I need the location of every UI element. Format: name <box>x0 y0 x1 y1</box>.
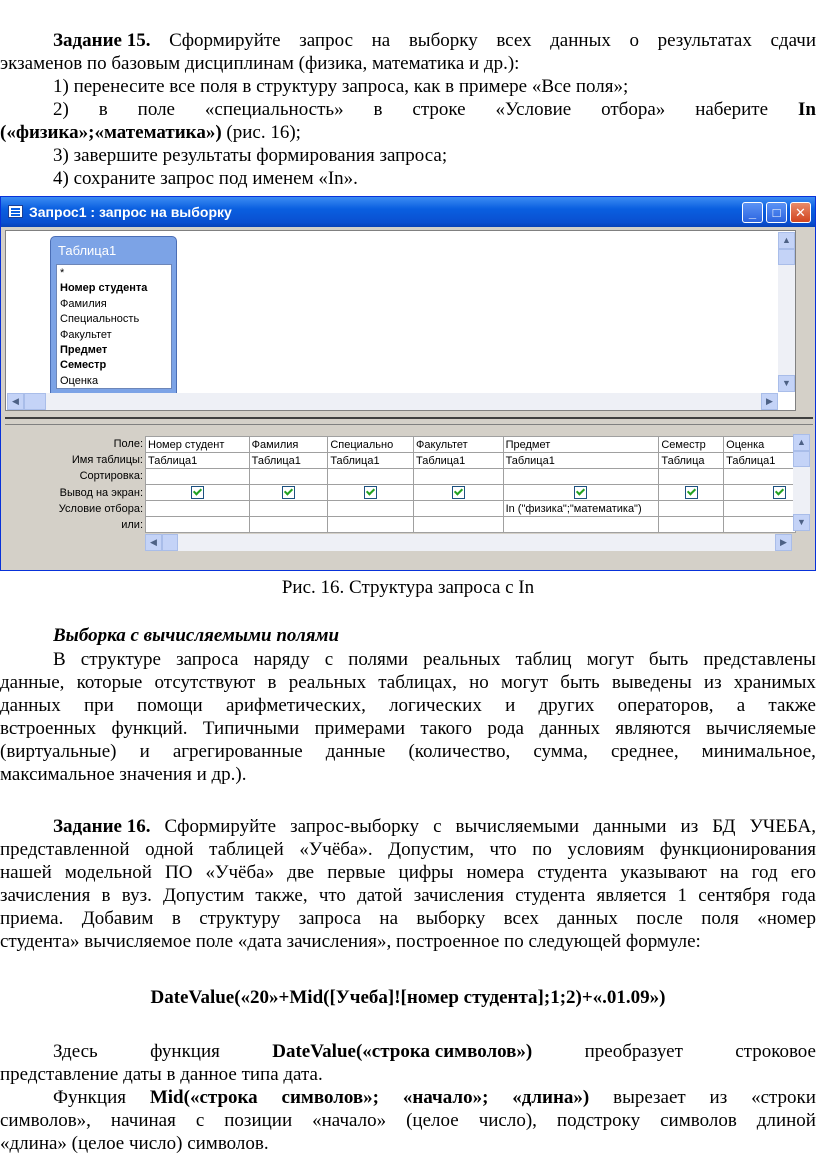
word: быть <box>560 672 600 693</box>
table-row <box>146 501 796 517</box>
grid-row-labels <box>5 436 143 533</box>
word: 1 <box>677 885 688 906</box>
word: строке <box>412 99 466 120</box>
scroll-left-icon[interactable]: ◀ <box>7 393 24 410</box>
word: результатах <box>657 30 752 51</box>
word: данных <box>539 718 601 739</box>
word: наберите <box>695 99 769 120</box>
row-label: Имя таблицы: <box>71 454 143 467</box>
task16-label: Задание 16. <box>53 816 151 837</box>
word: такого <box>420 718 472 739</box>
word: с <box>324 649 334 670</box>
word: сентября <box>698 885 771 906</box>
word: структуру <box>199 908 281 929</box>
criteria-cell[interactable] <box>146 501 250 517</box>
word: «номер <box>757 908 816 929</box>
scroll-left-icon[interactable]: ◀ <box>145 534 162 551</box>
word: также, <box>255 885 308 906</box>
scroll-down-icon[interactable]: ▼ <box>778 375 795 392</box>
word: реальных <box>423 649 501 670</box>
word: с <box>195 1110 205 1131</box>
word: позиции <box>224 1110 293 1131</box>
field-cell[interactable]: Номер студент <box>146 437 250 453</box>
query-window <box>0 196 816 571</box>
or-cell[interactable] <box>249 517 328 533</box>
task15-line2: экзаменов по базовым дисциплинам (физика, математика и др.): <box>0 53 520 74</box>
window-title: Запрос1 : запрос на выборку <box>29 204 232 220</box>
row-label: или: <box>121 518 143 531</box>
word: функций. <box>111 718 188 739</box>
field-item[interactable]: Оценка <box>60 374 99 387</box>
table-cell[interactable]: Таблица1 <box>146 453 250 469</box>
para1-line <box>0 717 816 740</box>
word: и <box>505 695 516 716</box>
word: а <box>736 695 746 716</box>
scroll-thumb[interactable] <box>778 249 795 265</box>
show-checkbox[interactable] <box>452 486 465 499</box>
upper-vertical-scrollbar[interactable] <box>778 232 795 392</box>
word: ПО <box>165 862 193 883</box>
para1-line <box>53 648 816 671</box>
word: минимальное, <box>701 741 816 762</box>
show-checkbox[interactable] <box>574 486 587 499</box>
word: Здесь <box>53 1041 98 1062</box>
function-name: Mid(«строка <box>149 1087 258 1108</box>
desc-line2: представление даты в данное типа дата. <box>0 1064 323 1085</box>
function-name: «начало»; <box>402 1087 489 1108</box>
word: структуре <box>80 649 161 670</box>
para1-line <box>0 694 816 717</box>
desc-line4 <box>0 1109 816 1132</box>
word: сдачи <box>770 30 816 51</box>
word: номера <box>466 862 525 883</box>
word: строковое <box>735 1041 816 1062</box>
word: о <box>629 30 639 51</box>
word: года <box>781 885 816 906</box>
field-item[interactable]: Предмет <box>60 344 108 357</box>
word: год <box>751 862 778 883</box>
word: модельной <box>64 862 152 883</box>
scroll-right-icon[interactable]: ▶ <box>761 393 778 410</box>
word: данных <box>0 695 61 716</box>
table-cell[interactable]: Таблица1 <box>328 453 414 469</box>
bold-word: In <box>797 99 816 120</box>
word: выборку <box>408 30 478 51</box>
word: могут <box>586 649 634 670</box>
pane-splitter[interactable] <box>5 417 813 425</box>
table-row <box>146 469 796 485</box>
or-cell[interactable] <box>328 517 414 533</box>
maximize-icon: □ <box>772 205 781 220</box>
word: таблицах, <box>378 672 457 693</box>
word: функция <box>150 1041 220 1062</box>
task16-last: студента» вычисляемое поле «дата зачисления», построенное по следующей формуле: <box>0 931 701 952</box>
show-checkbox[interactable] <box>282 486 295 499</box>
scroll-thumb[interactable] <box>793 451 810 467</box>
scroll-thumb[interactable] <box>24 393 46 410</box>
word: данными <box>593 816 667 837</box>
word: символов <box>660 1110 737 1131</box>
field-item[interactable]: * <box>60 267 65 279</box>
word: запроса <box>176 649 239 670</box>
sort-cell[interactable] <box>503 469 659 485</box>
word: реальных <box>288 672 367 693</box>
show-cell <box>249 485 328 501</box>
table-row <box>146 485 796 501</box>
table-row <box>146 437 796 453</box>
word: агрегированные <box>172 741 303 762</box>
word: Допустим <box>163 885 245 906</box>
word: наряду <box>253 649 310 670</box>
field-cell[interactable]: Специально <box>328 437 414 453</box>
word: в <box>267 672 277 693</box>
word: датой <box>357 885 403 906</box>
word: зачисления <box>413 885 505 906</box>
word: является <box>596 885 667 906</box>
word: зачисления <box>0 885 91 906</box>
design-grid <box>5 426 806 547</box>
criteria-cell[interactable] <box>659 501 724 517</box>
word: отсутствуют <box>154 672 256 693</box>
or-cell[interactable] <box>724 517 796 533</box>
upper-horizontal-scrollbar[interactable] <box>7 393 778 410</box>
word: из <box>680 816 699 837</box>
word: (виртуальные) <box>0 741 117 762</box>
word: отбора» <box>601 99 666 120</box>
row-label: Вывод на экран: <box>59 486 143 499</box>
word: Типичными <box>202 718 300 739</box>
section-title: Выборка с вычисляемыми полями <box>53 625 340 646</box>
word: данных <box>557 908 618 929</box>
word: на <box>720 862 739 883</box>
word: вычисляемыми <box>455 816 580 837</box>
word: Сформируйте <box>169 30 281 51</box>
sort-cell[interactable] <box>328 469 414 485</box>
scroll-thumb[interactable] <box>162 534 178 551</box>
word: и <box>139 741 150 762</box>
word: одной <box>145 839 194 860</box>
word: арифметических, <box>225 695 366 716</box>
desc-line3 <box>53 1086 816 1109</box>
field-cell[interactable]: Факультет <box>414 437 504 453</box>
para1-line <box>0 671 816 694</box>
word: из <box>703 672 722 693</box>
word: на <box>379 908 399 929</box>
table-row <box>146 453 796 469</box>
word: данные <box>325 741 386 762</box>
word: 2) <box>53 99 69 120</box>
word: «Учёба». <box>299 839 373 860</box>
word: Сформируйте <box>164 816 277 837</box>
table-cell[interactable]: Таблица1 <box>249 453 328 469</box>
or-cell[interactable] <box>414 517 504 533</box>
word: «Условие <box>495 99 572 120</box>
word: В <box>53 649 66 670</box>
or-cell[interactable] <box>503 517 659 533</box>
task16-line <box>0 907 816 930</box>
show-checkbox[interactable] <box>364 486 377 499</box>
word: при <box>83 695 114 716</box>
word: хранимых <box>733 672 816 693</box>
table-row <box>146 517 796 533</box>
word: встроенных <box>0 718 97 739</box>
word: запрос <box>299 30 353 51</box>
close-button[interactable] <box>790 202 811 223</box>
word: что <box>489 839 517 860</box>
word: Допустим, <box>388 839 474 860</box>
word: представленной <box>0 839 130 860</box>
table-name: Таблица1 <box>58 243 117 258</box>
word: студента <box>515 885 586 906</box>
field-item[interactable]: Семестр <box>60 359 107 372</box>
word: операторов, <box>617 695 714 716</box>
task16-line <box>0 884 816 907</box>
criteria-cell[interactable] <box>249 501 328 517</box>
word: условиям <box>567 839 645 860</box>
word: символов», <box>0 1110 91 1131</box>
show-checkbox[interactable] <box>685 486 698 499</box>
word: в <box>98 99 108 120</box>
word: других <box>538 695 595 716</box>
word: (целое <box>406 1110 459 1131</box>
word: указывают <box>620 862 707 883</box>
word: студента <box>537 862 608 883</box>
word: после <box>636 908 683 929</box>
word: поле <box>137 99 175 120</box>
word: могут <box>500 672 549 693</box>
word: таблицей <box>209 839 284 860</box>
task16-line <box>0 838 816 861</box>
word: (количество, <box>408 741 511 762</box>
word: данных <box>550 30 611 51</box>
word: сумма, <box>533 741 588 762</box>
word: вычисляемые <box>706 718 816 739</box>
word: приема. <box>0 908 64 929</box>
criteria-cell[interactable] <box>724 501 796 517</box>
word: начиная <box>110 1110 176 1131</box>
scroll-right-icon[interactable]: ▶ <box>775 534 792 551</box>
word: число), <box>478 1110 537 1131</box>
query-icon <box>8 205 23 218</box>
table-field-list[interactable] <box>50 236 177 394</box>
word: на <box>371 30 391 51</box>
word: логических <box>389 695 482 716</box>
word: «начало» <box>312 1110 387 1131</box>
word: БД <box>712 816 736 837</box>
figure-caption: Рис. 16. Структура запроса с In <box>281 577 535 598</box>
word: но <box>469 672 489 693</box>
word: нашей <box>0 862 52 883</box>
minimize-icon: _ <box>748 205 757 220</box>
word: полями <box>348 649 409 670</box>
field-item[interactable]: Специальность <box>60 313 140 326</box>
word: «Учёба» <box>205 862 275 883</box>
word: с <box>433 816 442 837</box>
sort-cell[interactable] <box>414 469 504 485</box>
show-checkbox[interactable] <box>191 486 204 499</box>
word: выборку <box>416 908 486 929</box>
sort-cell[interactable] <box>249 469 328 485</box>
task15-label: Задание 15. <box>53 30 151 51</box>
desc-line1 <box>53 1040 816 1063</box>
minimize-button[interactable] <box>742 202 763 223</box>
word: «специальность» <box>204 99 344 120</box>
scroll-up-icon[interactable]: ▲ <box>793 434 810 451</box>
title-bar[interactable] <box>1 197 815 227</box>
grid-vertical-scrollbar[interactable] <box>793 434 810 531</box>
word: подстроку <box>556 1110 641 1131</box>
task15-step2-cont <box>0 121 816 144</box>
table-pane <box>5 230 796 411</box>
word: что <box>318 885 346 906</box>
word: из <box>709 1087 728 1108</box>
table-cell[interactable]: Таблица1 <box>724 453 796 469</box>
word: всех <box>503 908 539 929</box>
word: примерами <box>314 718 406 739</box>
word: среднее, <box>611 741 679 762</box>
word: являются <box>615 718 691 739</box>
word: рода <box>487 718 524 739</box>
word: Добавим <box>81 908 154 929</box>
word: по <box>532 839 552 860</box>
close-icon: ✕ <box>795 205 806 220</box>
word: помощи <box>137 695 203 716</box>
word: в <box>171 908 181 929</box>
field-cell[interactable]: Фамилия <box>249 437 328 453</box>
task15-step3: 3) завершите результаты формирования запроса; <box>53 145 448 166</box>
task15-step4: 4) сохраните запрос под именем «In». <box>53 168 358 189</box>
function-name: «длина») <box>512 1087 590 1108</box>
query-grid <box>145 436 796 533</box>
word: «строки <box>751 1087 816 1108</box>
table-cell[interactable]: Таблица1 <box>503 453 659 469</box>
row-label: Сортировка: <box>79 470 143 483</box>
word: быть <box>648 649 689 670</box>
function-name: DateValue(«строка символов») <box>272 1041 533 1062</box>
table-cell[interactable]: Таблица <box>659 453 724 469</box>
para1-last: максимальное значения и др.). <box>0 764 247 785</box>
show-cell <box>724 485 796 501</box>
word: УЧЕБА, <box>749 816 816 837</box>
formula: DateValue(«20»+Mid([Учеба]![номер студента];1;2)+«.01.09») <box>150 987 666 1008</box>
show-cell <box>146 485 250 501</box>
word: которые <box>76 672 143 693</box>
scroll-down-icon[interactable]: ▼ <box>793 514 810 531</box>
word: Функция <box>53 1087 126 1108</box>
word: также <box>768 695 816 716</box>
word: выведены <box>611 672 692 693</box>
word: функционирования <box>659 839 816 860</box>
word: представлены <box>703 649 816 670</box>
criteria-cell[interactable] <box>328 501 414 517</box>
table-cell[interactable]: Таблица1 <box>414 453 504 469</box>
show-cell <box>503 485 659 501</box>
task16-line <box>0 861 816 884</box>
field-item[interactable]: Номер студента <box>60 282 148 295</box>
word: всех <box>496 30 532 51</box>
scroll-up-icon[interactable]: ▲ <box>778 232 795 249</box>
field-list[interactable] <box>56 264 172 389</box>
show-cell <box>659 485 724 501</box>
task15-line1 <box>53 29 816 52</box>
field-item[interactable]: Фамилия <box>60 297 107 310</box>
function-name: символов»; <box>281 1087 380 1108</box>
or-cell[interactable] <box>146 517 250 533</box>
figure-ref: (рис. 16); <box>221 122 301 143</box>
word: вырезает <box>613 1087 686 1108</box>
grid-horizontal-scrollbar[interactable] <box>145 534 792 551</box>
para1-line <box>0 740 816 763</box>
word: длиной <box>756 1110 816 1131</box>
word: таблиц <box>515 649 572 670</box>
word: его <box>790 862 816 883</box>
word: цифры <box>398 862 454 883</box>
field-cell[interactable]: Семестр <box>659 437 724 453</box>
task15-step2 <box>53 98 816 121</box>
word: поля <box>701 908 739 929</box>
word: в <box>373 99 383 120</box>
sort-cell[interactable] <box>146 469 250 485</box>
task15-step1: 1) перенесите все поля в структуру запроса, как в примере «Все поля»; <box>53 76 629 97</box>
word: данные, <box>0 672 65 693</box>
word: запроса <box>298 908 362 929</box>
word: две <box>287 862 315 883</box>
criteria-text: («физика»;«математика») <box>0 122 222 143</box>
row-label: Поле: <box>113 438 143 450</box>
desc-line5: «длина» (целое число) символов. <box>0 1133 269 1154</box>
or-cell[interactable] <box>659 517 724 533</box>
sort-cell[interactable] <box>659 469 724 485</box>
show-cell <box>414 485 504 501</box>
word: вуз. <box>121 885 152 906</box>
criteria-cell[interactable] <box>414 501 504 517</box>
task16-line1 <box>53 815 816 838</box>
show-checkbox[interactable] <box>773 486 786 499</box>
field-cell[interactable]: Оценка <box>724 437 796 453</box>
row-label: Условие отбора: <box>58 502 143 515</box>
maximize-button[interactable] <box>766 202 787 223</box>
sort-cell[interactable] <box>724 469 796 485</box>
show-cell <box>328 485 414 501</box>
word: преобразует <box>584 1041 683 1062</box>
word: запрос-выборку <box>290 816 420 837</box>
word: первые <box>327 862 386 883</box>
criteria-cell[interactable]: In ("физика";"математика") <box>503 501 659 517</box>
field-item[interactable]: Факультет <box>60 328 112 341</box>
word: в <box>101 885 111 906</box>
field-cell[interactable]: Предмет <box>503 437 659 453</box>
